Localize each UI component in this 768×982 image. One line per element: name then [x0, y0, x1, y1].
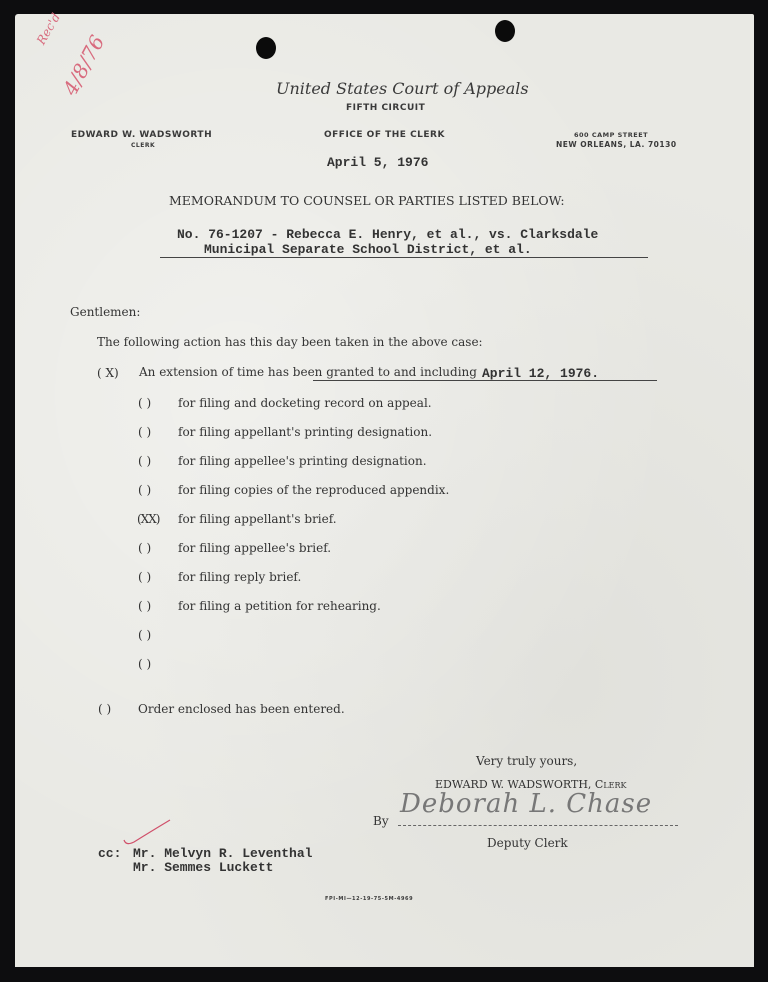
extension-text: An extension of time has been granted to and including	[139, 365, 477, 379]
cc-label: cc:	[98, 846, 122, 861]
extension-underline	[313, 380, 657, 381]
order-text: Order enclosed has been entered.	[138, 702, 345, 716]
deputy-clerk-title: Deputy Clerk	[487, 836, 568, 850]
item-checkbox: ( )	[138, 541, 152, 555]
item-checkbox: ( )	[138, 628, 152, 642]
clerk-name: EDWARD W. WADSWORTH	[71, 130, 213, 140]
item-checkbox: ( )	[138, 454, 152, 468]
office-label: OFFICE OF THE CLERK	[324, 130, 445, 140]
item-text: for filing appellee's printing designation.	[178, 454, 427, 468]
case-caption-line2: Municipal Separate School District, et al.	[204, 242, 532, 257]
signature: Deborah L. Chase	[400, 789, 653, 819]
item-checkbox: ( )	[138, 425, 152, 439]
court-name: United States Court of Appeals	[276, 79, 529, 98]
item-text: for filing reply brief.	[178, 570, 302, 584]
memo-date: April 5, 1976	[327, 155, 429, 170]
item-text: for filing appellant's printing designation.	[178, 425, 433, 439]
item-checkbox: (XX)	[137, 512, 160, 526]
item-text: for filing a petition for rehearing.	[178, 599, 381, 613]
memo-heading: MEMORANDUM TO COUNSEL OR PARTIES LISTED BELOW:	[169, 193, 565, 208]
extension-date: April 12, 1976.	[482, 366, 600, 381]
clerk-title: CLERK	[131, 142, 156, 149]
handwritten-received-note: Rec'd	[34, 10, 64, 47]
item-checkbox: ( )	[138, 570, 152, 584]
item-checkbox: ( )	[138, 396, 152, 410]
checkmark-icon	[122, 818, 172, 848]
item-text: for filing and docketing record on appeal.	[178, 396, 432, 410]
cc-recipient: Mr. Semmes Luckett	[133, 860, 274, 875]
address-line2: NEW ORLEANS, LA. 70130	[556, 140, 677, 149]
order-checkbox: ( )	[98, 702, 112, 716]
by-label: By	[373, 814, 389, 828]
signer-name: EDWARD W. WADSWORTH, Clerk	[435, 778, 627, 791]
address-line1: 600 CAMP STREET	[574, 131, 649, 139]
signature-line	[398, 825, 678, 826]
form-number: FPI-MI—12-19-75-5M-4969	[325, 896, 414, 902]
valediction: Very truly yours,	[476, 754, 578, 768]
handwritten-date-note: 4/8/76	[58, 31, 110, 100]
punch-hole-right	[495, 20, 515, 42]
cc-recipient: Mr. Melvyn R. Leventhal	[133, 846, 313, 861]
red-checkmark	[122, 818, 172, 848]
punch-hole-left	[256, 37, 276, 59]
salutation: Gentlemen:	[70, 305, 141, 319]
extension-checkbox: ( X)	[97, 366, 119, 380]
item-text: for filing appellant's brief.	[178, 512, 337, 526]
item-checkbox: ( )	[138, 599, 152, 613]
item-checkbox: ( )	[138, 483, 152, 497]
item-checkbox: ( )	[138, 657, 152, 671]
case-caption-line1: No. 76-1207 - Rebecca E. Henry, et al., vs. Clarksdale	[177, 227, 599, 242]
case-caption-underline	[160, 257, 648, 258]
item-text: for filing copies of the reproduced appendix.	[178, 483, 450, 497]
circuit-label: FIFTH CIRCUIT	[346, 103, 426, 113]
intro-text: The following action has this day been taken in the above case:	[97, 335, 483, 349]
item-text: for filing appellee's brief.	[178, 541, 332, 555]
